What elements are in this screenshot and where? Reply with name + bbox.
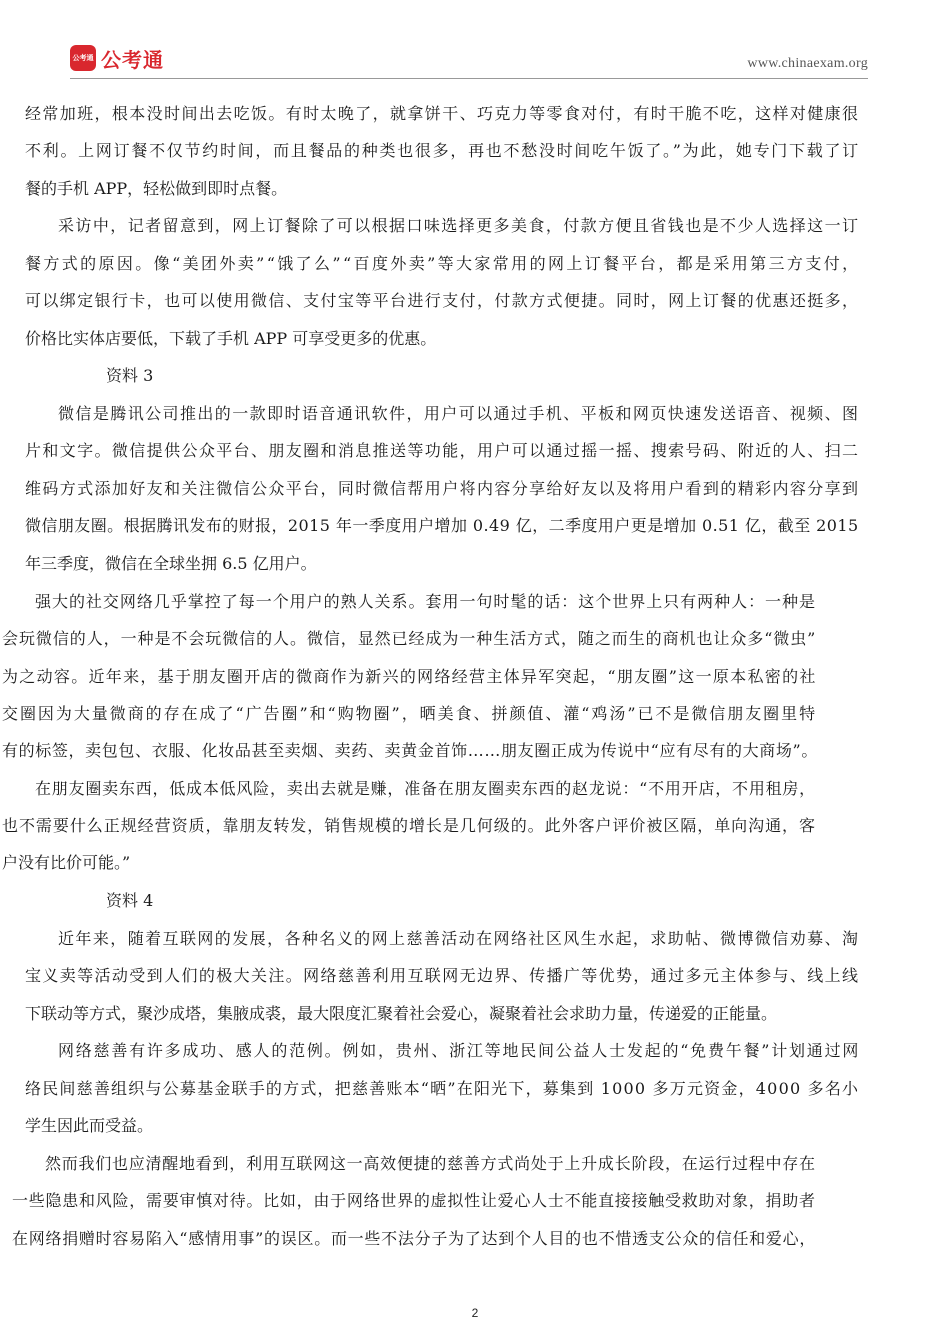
text-line: 户没有比价可能。” [2,853,131,872]
logo-text: 公考通 [101,47,164,72]
text-line: 一些隐患和风险，需要审慎对待。比如，由于网络世界的虚拟性让爱心人士不能直接接触受救助对象，捐助者 [12,1191,816,1210]
text-line: 网络慈善有许多成功、感人的范例。例如，贵州、浙江等地民间公益人士发起的“免费午餐”计划通过网 [58,1041,861,1060]
text-line: 微信朋友圈。根据腾讯发布的财报，2015 年一季度用户增加 0.49 亿，二季度用户更是增加 0.51 亿，截至 2015 [25,516,859,535]
text-line: 宝义卖等活动受到人们的极大关注。网络慈善利用互联网无边界、传播广等优势，通过多元主体参与、线上线 [25,966,860,985]
text-line: 下联动等方式，聚沙成塔，集腋成裘，最大限度汇聚着社会爱心，凝聚着社会求助力量，传递爱的正能量。 [25,1004,778,1023]
text-line: 采访中，记者留意到，网上订餐除了可以根据口味选择更多美食，付款方便且省钱也是不少人选择这一订 [58,216,860,235]
text-line: 为之动容。近年来，基于朋友圈开店的微商作为新兴的网络经营主体异军突起，“朋友圈”这一原本私密的社 [2,667,817,686]
site-url[interactable]: www.chinaexam.org [747,56,868,71]
text-line: 在朋友圈卖东西，低成本低风险，卖出去就是赚，准备在朋友圈卖东西的赵龙说：“不用开店，不用租房， [35,779,816,798]
text-line: 年三季度，微信在全球坐拥 6.5 亿用户。 [25,554,317,573]
page-number: 2 [471,1306,479,1320]
text-line: 络民间慈善组织与公募基金联手的方式，把慈善账本“晒”在阳光下，募集到 1000 多万元资金，4000 多名小 [25,1079,860,1098]
text-line: 有的标签，卖包包、衣服、化妆品甚至卖烟、卖药、卖黄金首饰……朋友圈正成为传说中“应有尽有的大商场”。 [2,741,818,760]
text-line: 餐的手机 APP，轻松做到即时点餐。 [25,179,288,198]
text-line: 可以绑定银行卡，也可以使用微信、支付宝等平台进行支付，付款方式便捷。同时，网上订餐的优惠还挺多， [25,291,860,310]
text-line: 片和文字。微信提供公众平台、朋友圈和消息推送等功能，用户可以通过摇一摇、搜索号码、附近的人、扫二 [25,441,860,460]
text-line: 会玩微信的人，一种是不会玩微信的人。微信，显然已经成为一种生活方式，随之而生的商机也让众多“微虫” [2,629,817,648]
text-line: 也不需要什么正规经营资质，靠朋友转发，销售规模的增长是几何级的。此外客户评价被区隔，单向沟通，客 [2,816,816,835]
text-line: 餐方式的原因。像“美团外卖”“饿了么”“百度外卖”等大家常用的网上订餐平台，都是采用第三方支付， [25,254,861,273]
text-line: 价格比实体店要低，下载了手机 APP 可享受更多的优惠。 [25,329,437,348]
text-line: 学生因此而受益。 [25,1116,154,1135]
text-line: 经常加班，根本没时间出去吃饭。有时太晚了，就拿饼干、巧克力等零食对付，有时干脆不吃，这样对健康很 [25,104,860,123]
text-line: 在网络捐赠时容易陷入“感情用事”的误区。而一些不法分子为了达到个人目的也不惜透支公众的信任和爱心， [12,1229,817,1248]
text-line: 近年来，随着互联网的发展，各种名义的网上慈善活动在网络社区风生水起，求助帖、微博微信劝募、淘 [58,929,860,948]
text-line: 强大的社交网络几乎掌控了每一个用户的熟人关系。套用一句时髦的话：这个世界上只有两种人：一种是 [35,592,816,611]
text-line: 微信是腾讯公司推出的一款即时语音通讯软件，用户可以通过手机、平板和网页快速发送语音、视频、图 [58,404,860,423]
logo-badge-icon: 公考通 [70,45,96,71]
text-line: 然而我们也应清醒地看到，利用互联网这一高效便捷的慈善方式尚处于上升成长阶段，在运行过程中存在 [45,1154,816,1173]
text-line: 不利。上网订餐不仅节约时间，而且餐品的种类也很多，再也不愁没时间吃午饭了。”为此，她专门下载了订 [25,141,860,160]
section-heading: 资料 4 [106,891,154,910]
text-line: 交圈因为大量微商的存在成了“广告圈”和“购物圈”，晒美食、拼颜值、灌“鸡汤”已不是微信朋友圈里特 [2,704,818,723]
text-line: 维码方式添加好友和关注微信公众平台，同时微信帮用户将内容分享给好友以及将用户看到的精彩内容分享到 [25,479,860,498]
section-heading: 资料 3 [106,366,154,385]
